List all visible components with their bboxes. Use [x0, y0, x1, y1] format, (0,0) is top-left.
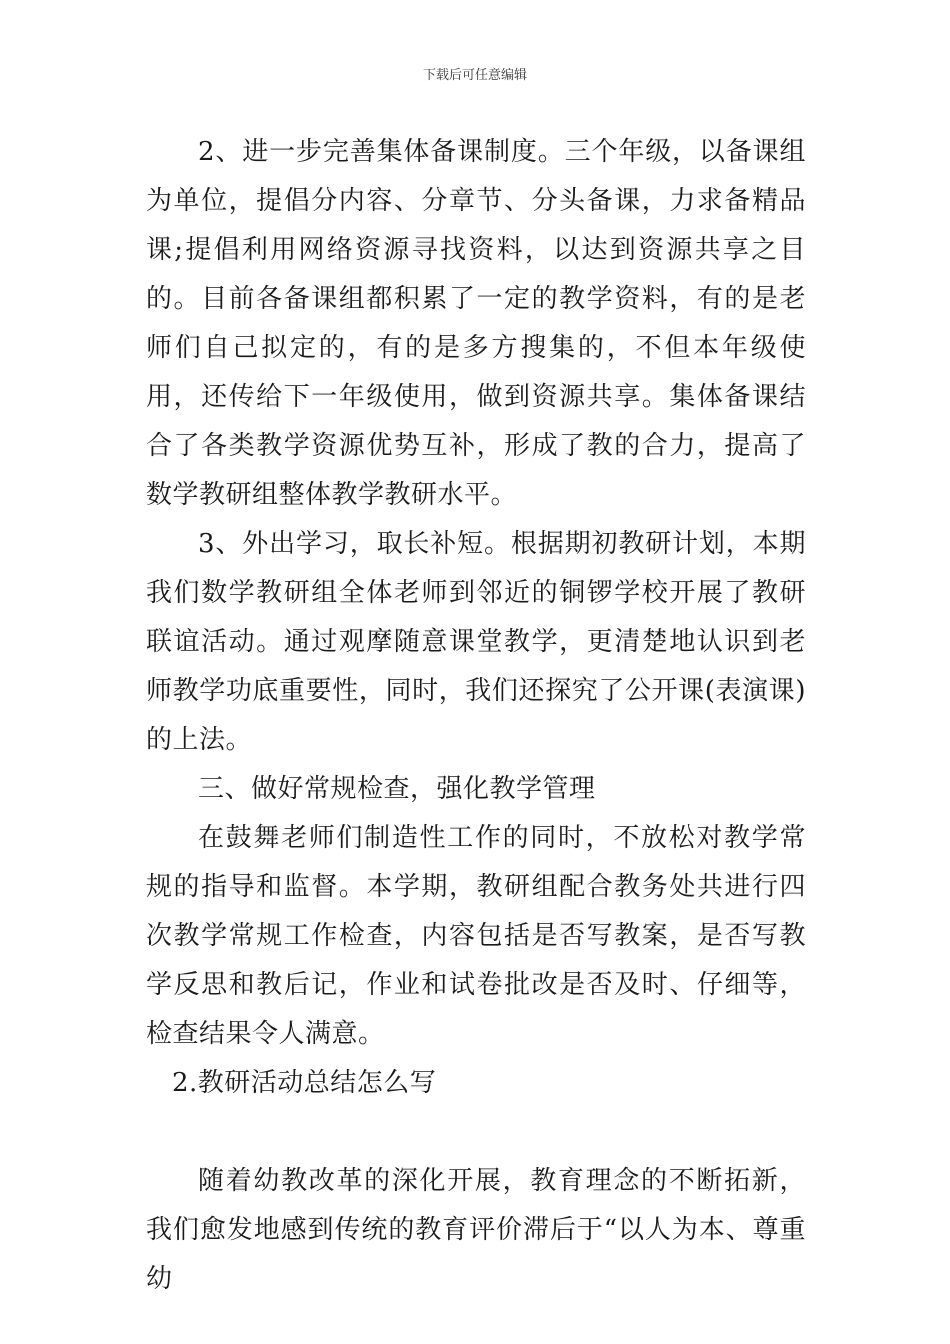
paragraph-collective-lesson-prep: 2、进一步完善集体备课制度。三个年级，以备课组为单位，提倡分内容、分章节、分头备课，力求备精品课;提倡利用网络资源寻找资料，以达到资源共享之目的。目前各备课组都积累了一定的教学资料，有的是老师们自己拟定的，有的是多方搜集的，不但本年级使用，还传给下一年级使用，做到资源共享。集体备课结合了各类教学资源优势互补，形成了教的合力，提高了数学教研组整体教学教研水平。 — [146, 137, 806, 510]
section-heading-routine-inspection: 三、做好常规检查，强化教学管理 — [198, 774, 596, 804]
paragraph-preschool-reform: 随着幼教改革的深化开展，教育理念的不断拓新，我们愈发地感到传统的教育评价滞后于“以人为本、尊重幼 — [146, 1166, 806, 1294]
subheading-summary-howto: 2.教研活动总结怎么写 — [172, 1068, 437, 1098]
document-body — [146, 128, 806, 1304]
page-header: 下载后可任意编辑 — [422, 68, 527, 83]
paragraph-routine-inspection: 在鼓舞老师们制造性工作的同时，不放松对教学常规的指导和监督。本学期，教研组配合教务处共进行四次教学常规工作检查，内容包括是否写教案，是否写教学反思和教后记，作业和试卷批改是否及时、仔细等，检查结果令人满意。 — [146, 823, 806, 1049]
paragraph-external-study: 3、外出学习，取长补短。根据期初教研计划，本期我们数学教研组全体老师到邻近的铜锣学校开展了教研联谊活动。通过观摩随意课堂教学，更清楚地认识到老师教学功底重要性，同时，我们还探究了公开课(表演课)的上法。 — [146, 529, 806, 755]
blank-line — [146, 1108, 806, 1157]
